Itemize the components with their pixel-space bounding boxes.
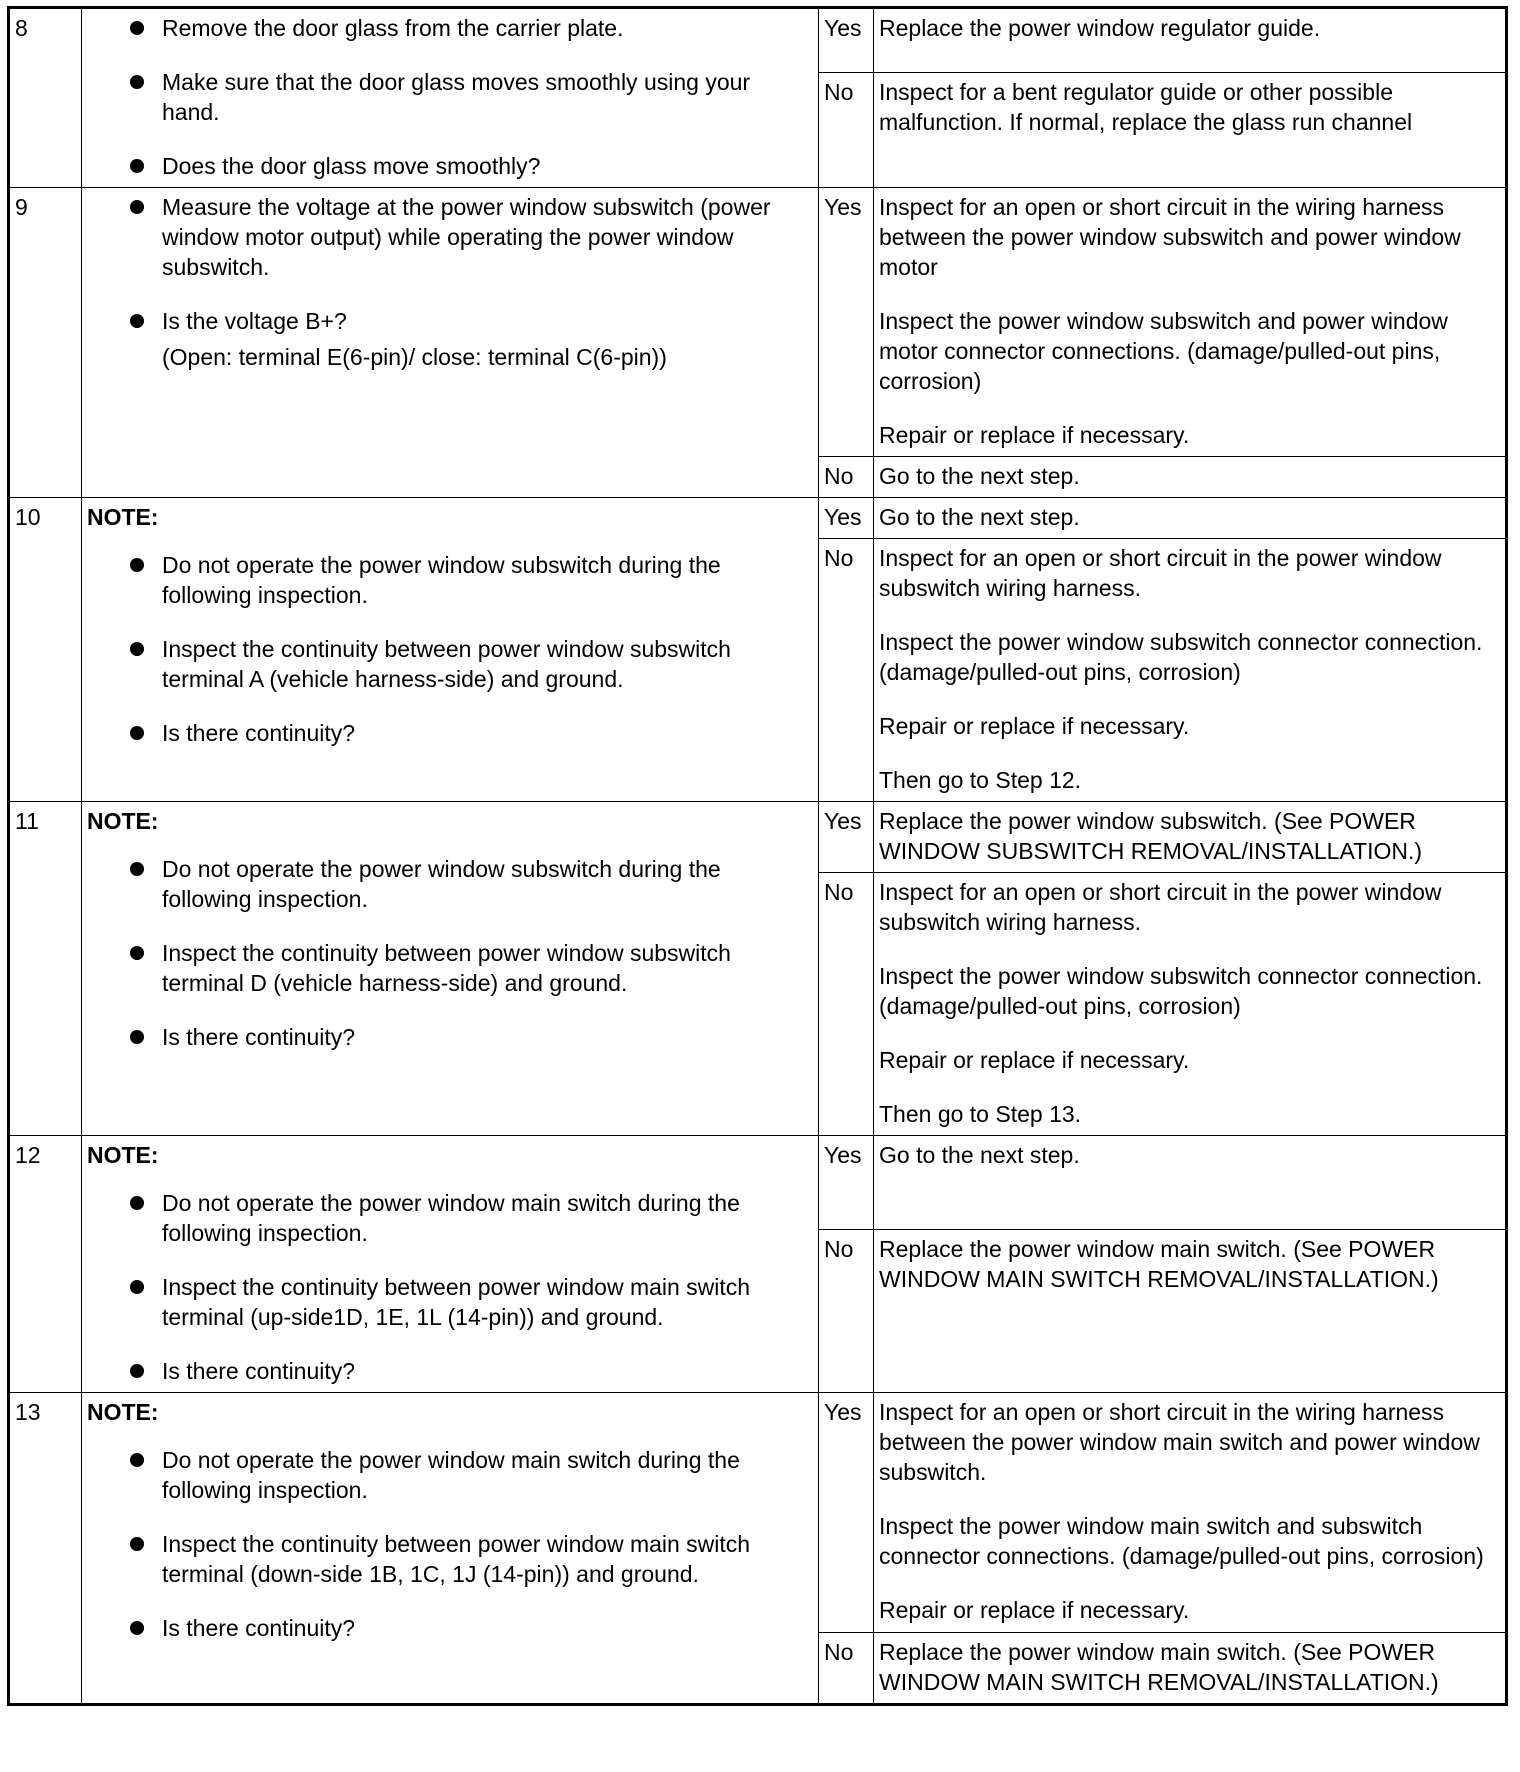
- no-action-text: Inspect the power window subswitch connector connection. (damage/pulled-out pins, corrosion): [879, 963, 1483, 1019]
- inspection-item: [87, 1356, 813, 1386]
- no-action-cell: [874, 873, 1507, 1136]
- yes-action-cell: [874, 188, 1507, 457]
- inspection-cell: [82, 1136, 819, 1393]
- bullet-icon: [130, 159, 144, 173]
- bullet-icon: [130, 642, 144, 656]
- yes-action-cell: [874, 1393, 1507, 1633]
- inspection-cell: [82, 498, 819, 802]
- no-action-cell: [874, 539, 1507, 802]
- inspection-item: [87, 1445, 813, 1505]
- inspection-item: [87, 854, 813, 914]
- inspection-text: Is there continuity?: [162, 720, 356, 746]
- yes-action-cell: [874, 498, 1507, 539]
- inspection-text: Is the voltage B+?: [162, 308, 347, 334]
- step-number: 8: [9, 8, 82, 188]
- terminal-note: (Open: terminal E(6-pin)/ close: terminal C(6-pin)): [162, 344, 667, 370]
- yes-action-text: Go to the next step.: [879, 504, 1080, 530]
- bullet-icon: [130, 862, 144, 876]
- yes-action-text: Replace the power window regulator guide.: [879, 15, 1321, 41]
- yes-action-text: Inspect for an open or short circuit in the wiring harness between the power window main switch and power window subswitch.: [879, 1399, 1480, 1485]
- inspection-text: Remove the door glass from the carrier plate.: [162, 15, 624, 41]
- yes-action-cell: [874, 802, 1507, 873]
- inspection-text: Is there continuity?: [162, 1024, 356, 1050]
- inspection-item: [87, 1529, 813, 1589]
- bullet-icon: [130, 1364, 144, 1378]
- inspection-item: [87, 192, 813, 282]
- note-label: NOTE:: [87, 504, 159, 530]
- inspection-item: [87, 1613, 813, 1643]
- yes-action-text: Go to the next step.: [879, 1142, 1080, 1168]
- inspection-list: [87, 13, 813, 181]
- step-number: 10: [9, 498, 82, 802]
- bullet-icon: [130, 1280, 144, 1294]
- no-label: No: [819, 1229, 874, 1392]
- no-action-text: Repair or replace if necessary.: [879, 1047, 1190, 1073]
- inspection-cell: [82, 8, 819, 188]
- inspection-item: [87, 938, 813, 998]
- no-action-text: Inspect for an open or short circuit in the power window subswitch wiring harness.: [879, 545, 1442, 601]
- step-row-9: [9, 188, 1507, 457]
- no-action-text: Replace the power window main switch. (See POWER WINDOW MAIN SWITCH REMOVAL/INSTALLATION.): [879, 1639, 1439, 1695]
- no-label: No: [819, 539, 874, 802]
- inspection-list: [87, 1188, 813, 1386]
- inspection-text: Inspect the continuity between power window subswitch terminal A (vehicle harness-side) and ground.: [162, 636, 731, 692]
- bullet-icon: [130, 946, 144, 960]
- bullet-icon: [130, 1030, 144, 1044]
- bullet-icon: [130, 1453, 144, 1467]
- inspection-text: Inspect the continuity between power window subswitch terminal D (vehicle harness-side) and ground.: [162, 940, 731, 996]
- inspection-list: [87, 1445, 813, 1643]
- inspection-item: [87, 13, 813, 43]
- yes-action-text: Replace the power window subswitch. (See POWER WINDOW SUBSWITCH REMOVAL/INSTALLATION.): [879, 808, 1423, 864]
- step-row-8: [9, 8, 1507, 73]
- inspection-list: [87, 550, 813, 748]
- inspection-text: Make sure that the door glass moves smoothly using your hand.: [162, 69, 751, 125]
- no-action-cell: [874, 1633, 1507, 1705]
- yes-action-text: Repair or replace if necessary.: [879, 1597, 1190, 1623]
- no-action-text: Inspect for a bent regulator guide or other possible malfunction. If normal, replace the glass run channel: [879, 79, 1413, 136]
- inspection-item: [87, 550, 813, 610]
- bullet-icon: [130, 314, 144, 328]
- inspection-list: [87, 192, 813, 336]
- no-action-cell: [874, 457, 1507, 498]
- yes-action-text: Inspect the power window main switch and subswitch connector connections. (damage/pulled-out pins, corrosion): [879, 1513, 1484, 1569]
- yes-action-cell: [874, 8, 1507, 73]
- bullet-icon: [130, 1196, 144, 1210]
- inspection-item: [87, 151, 813, 181]
- inspection-cell: [82, 188, 819, 498]
- no-action-cell: [874, 73, 1507, 188]
- step-number: 11: [9, 802, 82, 1136]
- note-label: NOTE:: [87, 1399, 159, 1425]
- bullet-icon: [130, 1537, 144, 1551]
- no-label: No: [819, 457, 874, 498]
- yes-label: Yes: [819, 8, 874, 73]
- inspection-item: [87, 67, 813, 127]
- inspection-item: [87, 1188, 813, 1248]
- yes-action-text: Inspect the power window subswitch and power window motor connector connections. (damage/pulled-out pins, corrosion): [879, 308, 1448, 394]
- inspection-text: Do not operate the power window subswitch during the following inspection.: [162, 552, 721, 608]
- inspection-item: [87, 1272, 813, 1332]
- inspection-text: Measure the voltage at the power window subswitch (power window motor output) while operating the power window subswitch.: [162, 194, 771, 280]
- yes-label: Yes: [819, 802, 874, 873]
- inspection-text: Is there continuity?: [162, 1358, 356, 1384]
- troubleshooting-table-body: [9, 8, 1507, 1705]
- step-row-13: [9, 1393, 1507, 1633]
- yes-label: Yes: [819, 188, 874, 457]
- no-label: No: [819, 73, 874, 188]
- no-action-text: Go to the next step.: [879, 463, 1080, 489]
- no-action-text: Replace the power window main switch. (See POWER WINDOW MAIN SWITCH REMOVAL/INSTALLATION.): [879, 1235, 1439, 1292]
- no-label: No: [819, 1633, 874, 1705]
- bullet-icon: [130, 200, 144, 214]
- no-action-text: Repair or replace if necessary.: [879, 713, 1190, 739]
- inspection-text: Do not operate the power window main switch during the following inspection.: [162, 1190, 740, 1246]
- inspection-text: Do not operate the power window main switch during the following inspection.: [162, 1447, 740, 1503]
- note-label: NOTE:: [87, 808, 159, 834]
- step-number: 12: [9, 1136, 82, 1393]
- inspection-item: [87, 1022, 813, 1052]
- inspection-item: [87, 306, 813, 336]
- no-action-text: Then go to Step 12.: [879, 767, 1082, 793]
- no-action-text: Then go to Step 13.: [879, 1101, 1082, 1127]
- bullet-icon: [130, 726, 144, 740]
- no-action-cell: [874, 1229, 1507, 1392]
- step-row-10: [9, 498, 1507, 539]
- bullet-icon: [130, 1621, 144, 1635]
- inspection-cell: [82, 1393, 819, 1705]
- step-row-12: [9, 1136, 1507, 1230]
- no-action-text: Inspect for an open or short circuit in the power window subswitch wiring harness.: [879, 879, 1442, 935]
- step-number: 9: [9, 188, 82, 498]
- inspection-text: Inspect the continuity between power window main switch terminal (down-side 1B, 1C, 1J (14-pin)) and ground.: [162, 1531, 751, 1587]
- bullet-icon: [130, 75, 144, 89]
- note-label: NOTE:: [87, 1142, 159, 1168]
- bullet-icon: [130, 558, 144, 572]
- step-row-11: [9, 802, 1507, 873]
- step-number: 13: [9, 1393, 82, 1705]
- inspection-cell: [82, 802, 819, 1136]
- inspection-item: [87, 634, 813, 694]
- yes-action-text: Inspect for an open or short circuit in the wiring harness between the power window subswitch and power window motor: [879, 194, 1461, 280]
- yes-action-cell: [874, 1136, 1507, 1230]
- bullet-icon: [130, 21, 144, 35]
- troubleshooting-table: [7, 6, 1508, 1706]
- inspection-text: Does the door glass move smoothly?: [162, 153, 541, 179]
- inspection-list: [87, 854, 813, 1052]
- yes-label: Yes: [819, 498, 874, 539]
- no-label: No: [819, 873, 874, 1136]
- yes-label: Yes: [819, 1136, 874, 1230]
- no-action-text: Inspect the power window subswitch connector connection. (damage/pulled-out pins, corrosion): [879, 629, 1483, 685]
- inspection-text: Inspect the continuity between power window main switch terminal (up-side1D, 1E, 1L (14-pin)) and ground.: [162, 1274, 751, 1330]
- yes-action-text: Repair or replace if necessary.: [879, 422, 1190, 448]
- inspection-text: Do not operate the power window subswitch during the following inspection.: [162, 856, 721, 912]
- inspection-item: [87, 718, 813, 748]
- inspection-text: Is there continuity?: [162, 1615, 356, 1641]
- yes-label: Yes: [819, 1393, 874, 1633]
